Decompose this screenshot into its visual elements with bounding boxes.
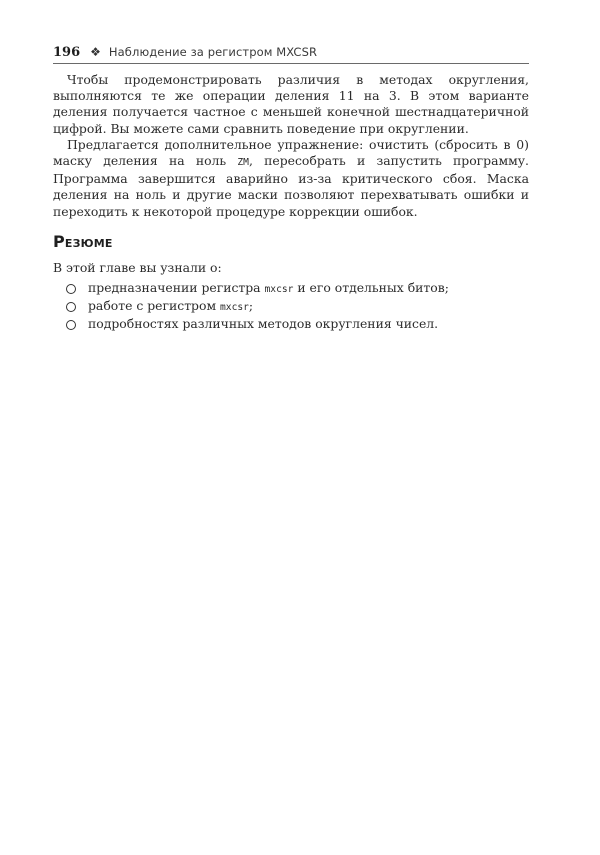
- list-item-text-part1: предназначении регистра: [88, 280, 265, 295]
- list-item-text-part2: ;: [248, 298, 254, 314]
- circle-bullet-icon: [66, 302, 76, 312]
- list-item: [53, 316, 529, 332]
- inline-code-mxcsr: mxcsr: [220, 302, 249, 314]
- paragraph-exercise-part2: , пересобрать и запустить программу. Программа завершится аварийно из-за критического сбоя. Маска деления на ноль и другие маски позволяют перехватывать ошибки и переходить к некоторой процедуре коррекции ошибок.: [53, 153, 529, 219]
- list-item-text-part2: и его отдельных битов;: [293, 280, 449, 295]
- circle-bullet-icon: [66, 284, 76, 294]
- circle-bullet-icon: [66, 320, 76, 330]
- summary-list: [53, 280, 529, 333]
- list-item-text: [88, 316, 438, 332]
- list-item-text-part1: работе с регистром: [88, 298, 221, 314]
- inline-code-zm: ZM: [237, 157, 249, 169]
- diamond-separator-icon: ❖: [90, 45, 101, 59]
- list-item: [53, 280, 529, 298]
- body-text: [53, 72, 529, 220]
- section-title: Резюме: [53, 232, 113, 251]
- paragraph-exercise-part1: Предлагается дополнительное упражнение: очистить (сбросить в 0) маску деления на ноль: [53, 136, 529, 169]
- list-item-text: [88, 280, 449, 298]
- list-item-text-part1: подробностях различных методов округления чисел.: [88, 316, 439, 332]
- list-item-text: [88, 298, 253, 316]
- running-header: [53, 41, 529, 64]
- page-number: 196: [53, 44, 81, 60]
- paragraph-exercise: [53, 137, 529, 220]
- section-intro: В этой главе вы узнали о:: [53, 260, 222, 275]
- paragraph-rounding: Чтобы продемонстрировать различия в методах округления, выполняются те же операции деления 11 на 3. В этом варианте деления получается частное с меньшей конечной шестнадцатеричной цифрой. Вы можете сами сравнить поведение при округлении.: [53, 72, 529, 136]
- list-item: [53, 298, 529, 316]
- running-title: Наблюдение за регистром MXCSR: [108, 45, 318, 59]
- inline-code-mxcsr: mxcsr: [264, 284, 294, 295]
